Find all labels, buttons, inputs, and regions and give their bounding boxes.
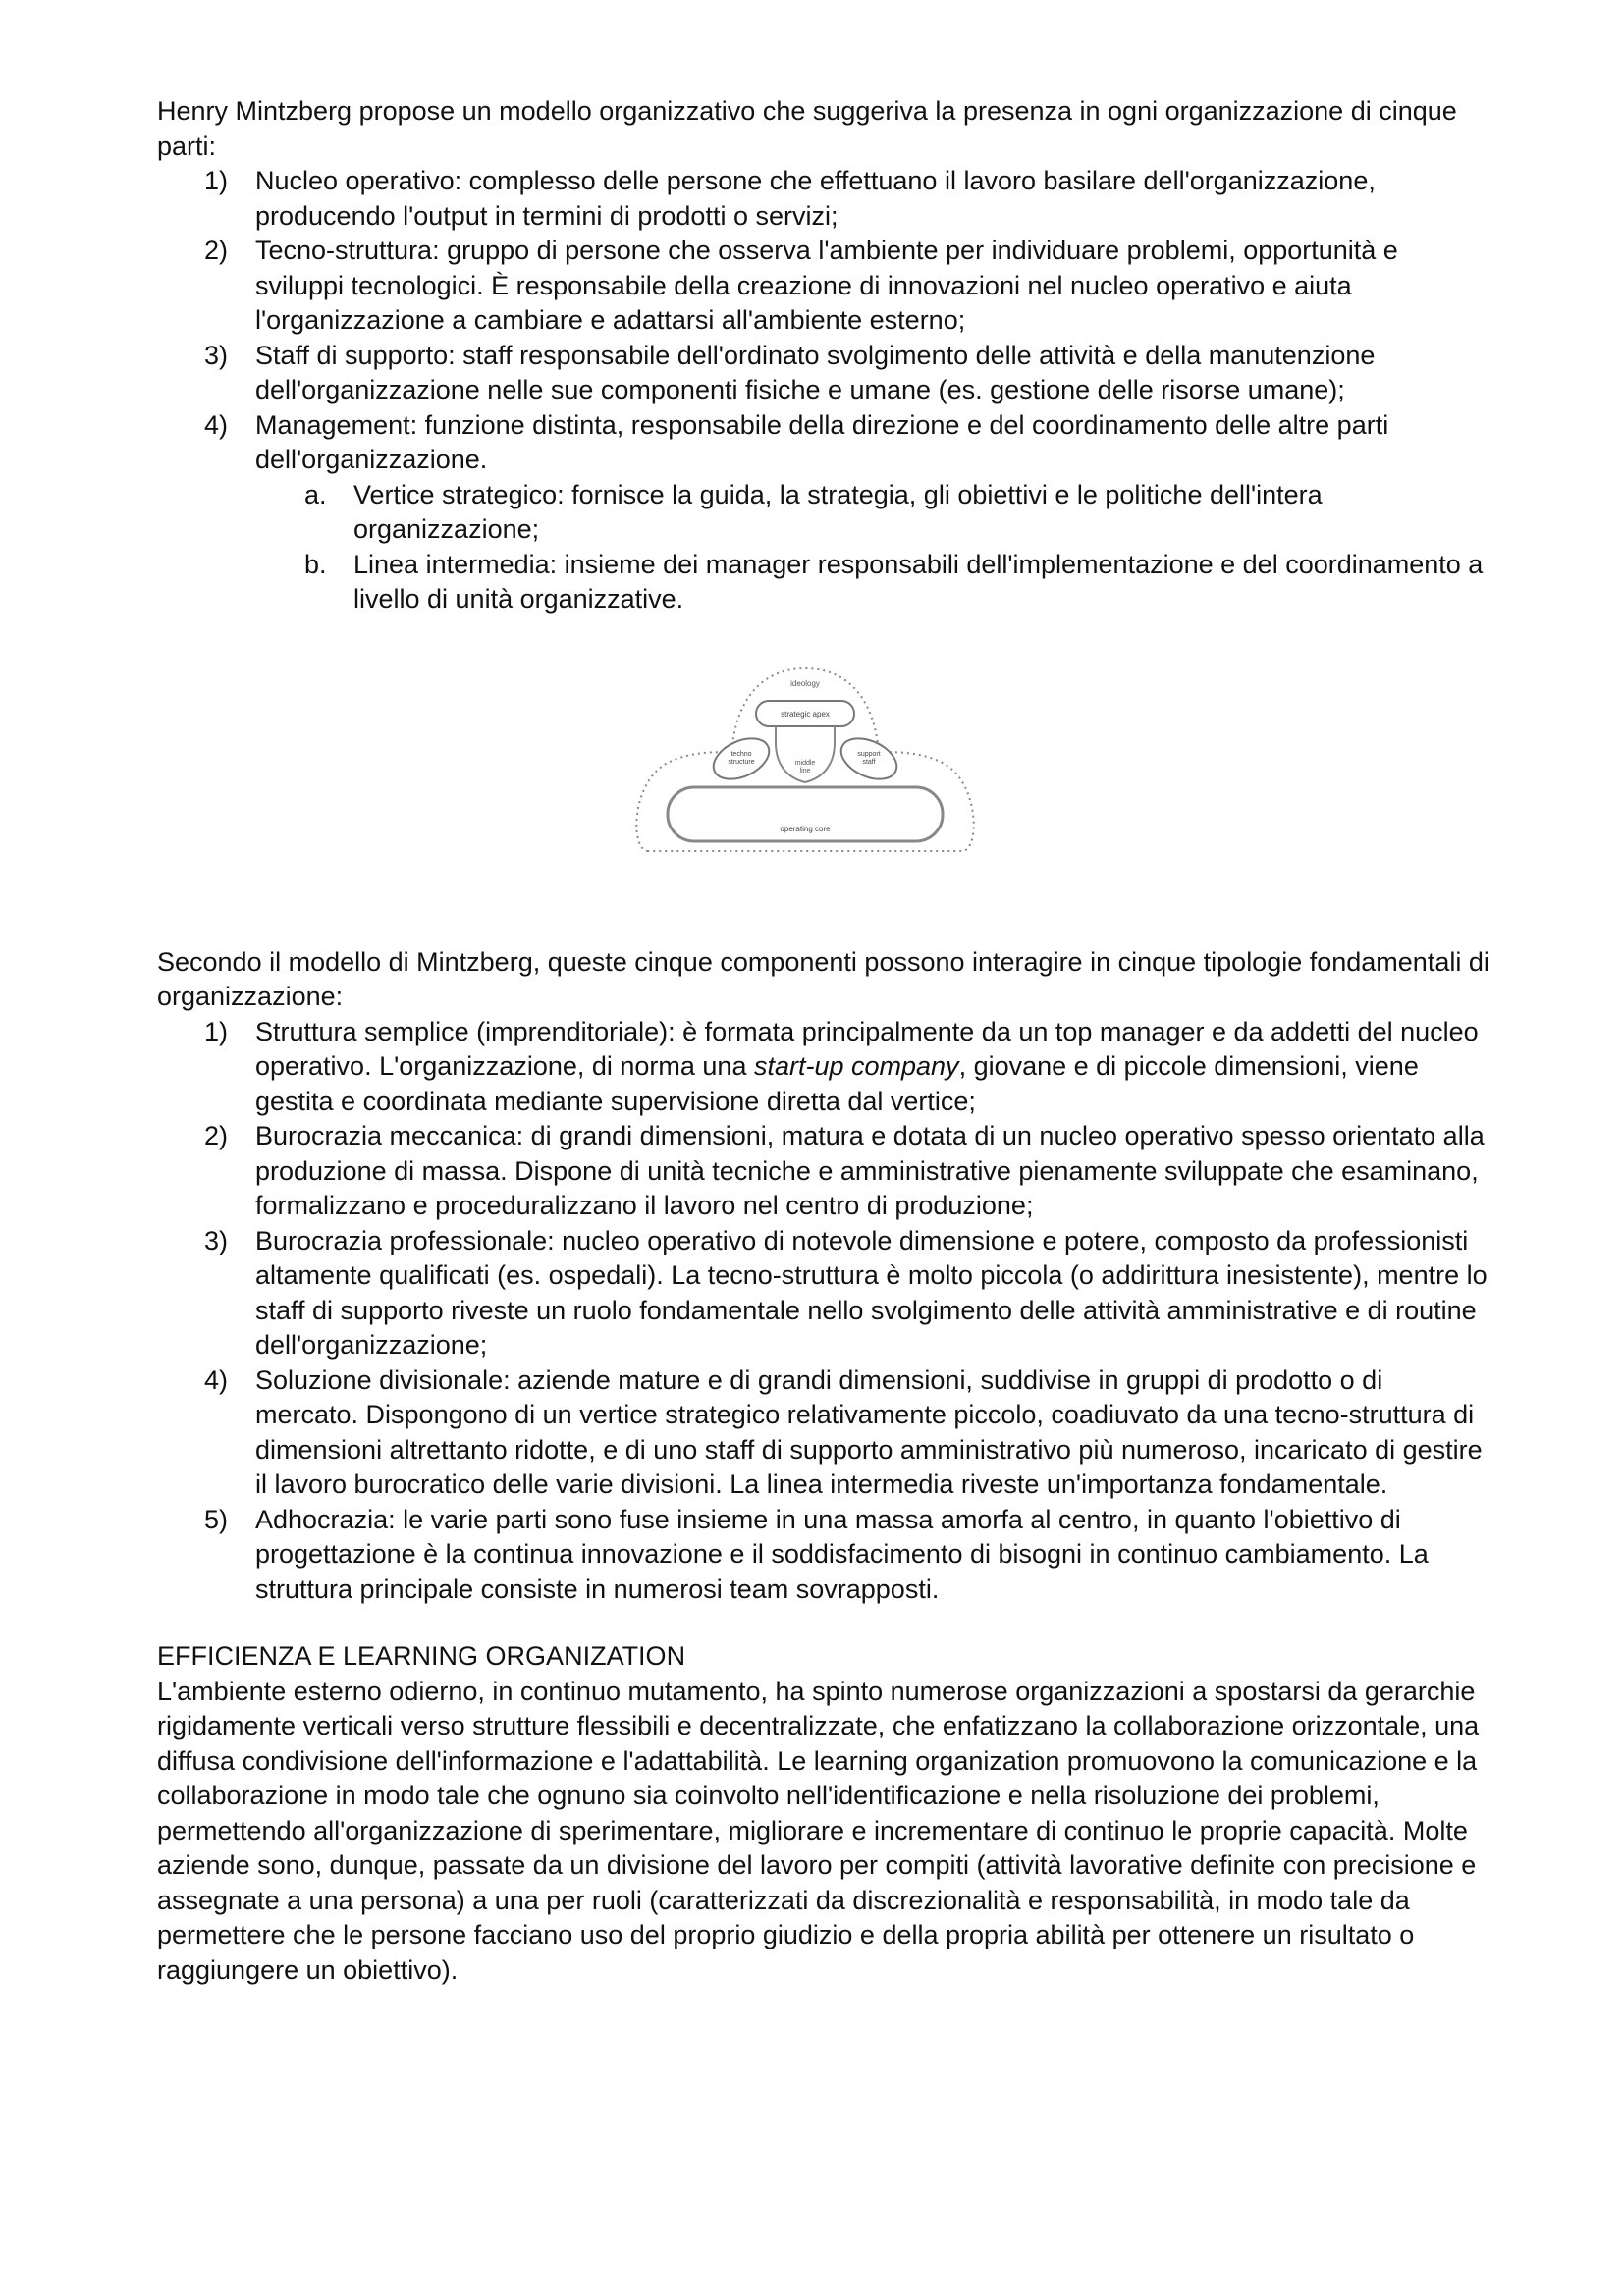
sublist-letter: a. [304, 479, 327, 509]
types-intro-paragraph: Secondo il modello di Mintzberg, queste cinque componenti possono interagire in cinque tipologie fondamentali di organizzazione: [157, 946, 1489, 1011]
list-text: Nucleo operativo: complesso delle persone che effettuano il lavoro basilare dell'organizzazione, producendo l'output in termini di prodotti o servizi; [255, 166, 1376, 231]
list-text: Soluzione divisionale: aziende mature e di grandi dimensioni, suddivise in gruppi di prodotto o di mercato. Dispongono di un vertice strategico relativamente piccolo, coadiuvato da una tecno-struttura di dimensioni altrettanto ridotte, e di uno staff di supporto amministrativo più numeroso, incaricato di gestire il lavoro burocratico delle varie divisioni. La linea intermedia riveste un'importanza fondamentale. [255, 1364, 1483, 1499]
intro-paragraph: Henry Mintzberg propose un modello organizzativo che suggeriva la presenza in ogni organizzazione di cinque parti: [157, 96, 1457, 161]
list-text-part: Struttura semplice (imprenditoriale): è formata principalmente da un top manager e da addetti del nucleo operativo. L'organizzazione, di norma una [255, 1016, 1479, 1081]
list-item [157, 1015, 1492, 1120]
ideology-label: ideology [790, 678, 820, 688]
sublist-letter: b. [304, 549, 327, 579]
section-heading: EFFICIENZA E LEARNING ORGANIZATION [157, 1641, 686, 1671]
list-text: Management: funzione distinta, responsabile della direzione e del coordinamento delle altre parti dell'organizzazione. [255, 409, 1389, 474]
list-number: 4) [204, 1364, 229, 1395]
techno-structure-label-2: structure [728, 758, 755, 766]
list-text-part: , giovane e di piccole dimensioni, viene gestita e coordinata mediante supervisione diretta dal vertice; [255, 1051, 1419, 1116]
section-paragraph: L'ambiente esterno odierno, in continuo mutamento, ha spinto numerose organizzazioni a spostarsi da gerarchie rigidamente verticali verso strutture flessibili e decentralizzate, che enfatizzano la collaborazione orizzontale, una diffusa condivisione dell'informazione e l'adattabilità. Le learning organization promuovono la comunicazione e la collaborazione in modo tale che ognuno sia coinvolto nell'identificazione e nella risoluzione dei problemi, permettendo all'organizzazione di sperimentare, migliorare e incrementare di continuo le proprie capacità. Molte aziende sono, dunque, passate da un divisione del lavoro per compiti (attività lavorative definite con precisione e assegnate a una persona) a una per ruoli (caratterizzati da discrezionalità e responsabilità, in modo tale da permettere che le persone facciano uso del proprio giudizio e della propria abilità per ottenere un risultato o raggiungere un obiettivo). [157, 1676, 1480, 1985]
list-number: 2) [204, 1121, 229, 1150]
strategic-apex-label: strategic apex [781, 709, 830, 719]
middle-line-label-2: line [799, 767, 811, 774]
operating-core-label: operating core [780, 824, 831, 833]
list-number: 2) [204, 236, 229, 265]
spacer [157, 881, 1492, 945]
list-number: 5) [204, 1504, 229, 1534]
list-item [157, 1119, 1492, 1224]
list-text [255, 1017, 1479, 1116]
list-number: 1) [204, 1016, 229, 1046]
emphasis: start-up company [753, 1051, 959, 1081]
sublist-text: Linea intermedia: insieme dei manager responsabili dell'implementazione e del coordinamento a livello di unità organizzative. [353, 549, 1484, 614]
support-staff-label-1: support [857, 750, 881, 758]
support-staff-label-2: staff [862, 758, 876, 766]
management-sublist [157, 478, 1492, 617]
techno-structure-label-1: techno [730, 750, 752, 758]
list-item [157, 164, 1492, 234]
list-text: Burocrazia professionale: nucleo operativo di notevole dimensione e potere, composto da professionisti altamente qualificati (es. ospedali). La tecno-struttura è molto piccola (o addirittura inesistente), mentre lo staff di supporto riveste un ruolo fondamentale nello svolgimento delle attività amministrative e di routine dell'organizzazione; [255, 1225, 1488, 1360]
middle-line-label-1: middle [794, 759, 816, 767]
list-text: Burocrazia meccanica: di grandi dimensioni, matura e dotata di un nucleo operativo spesso orientato alla produzione di massa. Dispone di unità tecniche e amministrative pienamente sviluppate che esaminano, formalizzano e proceduralizzano il lavoro nel centro di produzione; [255, 1121, 1485, 1220]
list-item [157, 234, 1492, 339]
document-page [157, 94, 1492, 1988]
mintzberg-diagram-svg [628, 655, 982, 881]
list-number: 3) [204, 1225, 229, 1255]
list-number: 4) [204, 409, 229, 440]
list-text: Staff di supporto: staff responsabile dell'ordinato svolgimento delle attività e della manutenzione dell'organizzazione nelle sue componenti fisiche e umane (es. gestione delle risorse umane); [255, 340, 1376, 404]
list-item [157, 1224, 1492, 1363]
sublist-item [157, 548, 1492, 617]
list-item [157, 1363, 1492, 1503]
parts-list [157, 164, 1492, 478]
list-number: 1) [204, 166, 229, 195]
list-number: 3) [204, 340, 229, 370]
list-item [157, 339, 1492, 408]
list-item [157, 1503, 1492, 1608]
list-text: Adhocrazia: le varie parti sono fuse insieme in una massa amorfa al centro, in quanto l'obiettivo di progettazione è la continua innovazione e il soddisfacimento di bisogni in continuo cambiamento. La struttura principale consiste in numerosi team sovrapposti. [255, 1504, 1429, 1604]
sublist-item [157, 478, 1492, 548]
types-list [157, 1015, 1492, 1608]
list-text: Tecno-struttura: gruppo di persone che osserva l'ambiente per individuare problemi, opportunità e sviluppi tecnologici. È responsabile della creazione di innovazioni nel nucleo operativo e aiuta l'organizzazione a cambiare e adattarsi all'ambiente esterno; [255, 236, 1398, 335]
sublist-text: Vertice strategico: fornisce la guida, la strategia, gli obiettivi e le politiche dell'intera organizzazione; [353, 479, 1323, 544]
mintzberg-diagram [628, 655, 982, 881]
list-item [157, 408, 1492, 478]
spacer [157, 1607, 1492, 1639]
